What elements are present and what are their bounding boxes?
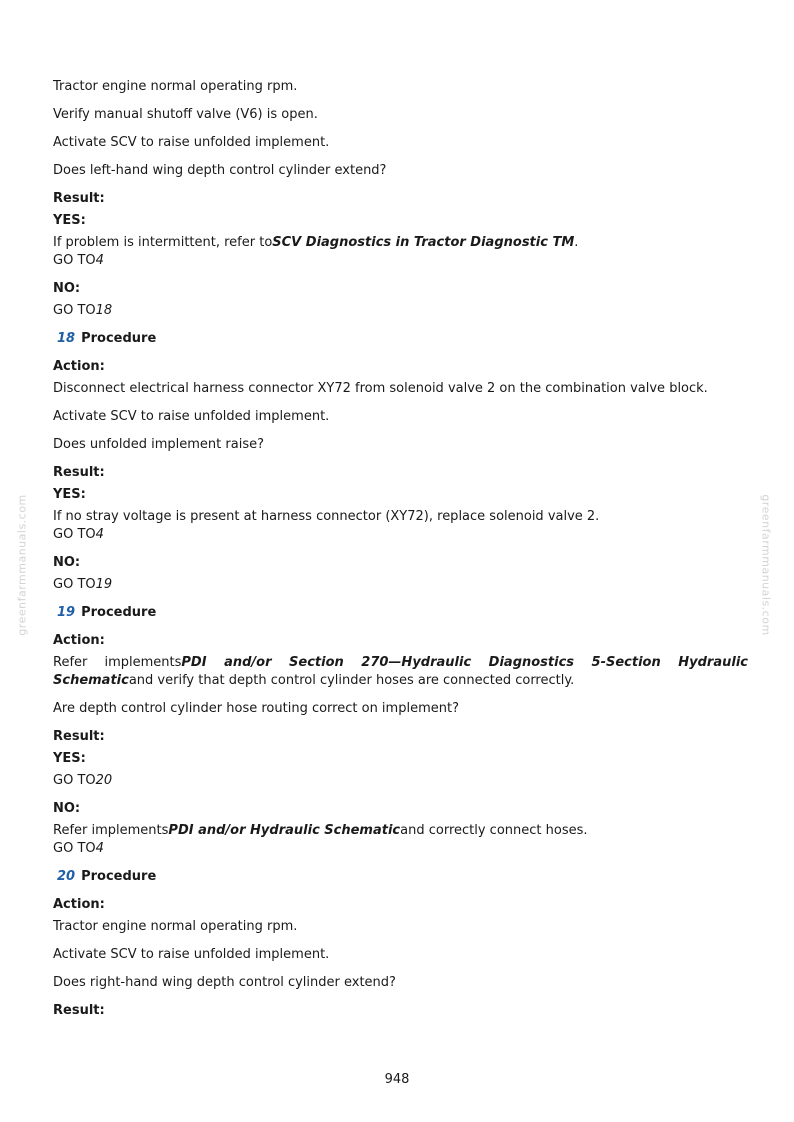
- action-line: Activate SCV to raise unfolded implement.: [53, 947, 330, 962]
- manual-content: [53, 78, 748, 1024]
- action-label: Action:: [53, 897, 105, 912]
- page-number: 948: [384, 1072, 410, 1087]
- question-line: Does right-hand wing depth control cylinder extend?: [53, 975, 396, 990]
- question-line: Are depth control cylinder hose routing correct on implement?: [53, 701, 459, 716]
- step-19-heading: [57, 604, 748, 622]
- step-20-heading: [57, 868, 748, 886]
- result-label: Result:: [53, 729, 105, 744]
- watermark-left: greenfarmmanuals.com: [15, 494, 29, 636]
- step-number: 19: [57, 605, 76, 620]
- goto-line: GO TO4: [53, 527, 104, 542]
- no-result: [53, 576, 748, 594]
- no-result: [53, 302, 748, 320]
- watermark-right: greenfarmmanuals.com: [759, 494, 773, 636]
- no-label: NO:: [53, 555, 81, 570]
- goto-line: GO TO19: [53, 577, 113, 592]
- goto-line: GO TO18: [53, 303, 113, 318]
- goto-line: GO TO20: [53, 773, 113, 788]
- goto-line: GO TO4: [53, 253, 104, 268]
- goto-link[interactable]: 4: [95, 253, 104, 268]
- reference-link[interactable]: PDI and/or Section 270—Hydraulic Diagnostics 5-Section Hydraulic Schematic: [53, 655, 748, 688]
- yes-result: [53, 234, 748, 270]
- goto-link[interactable]: 18: [95, 303, 113, 318]
- action-line: Verify manual shutoff valve (V6) is open.: [53, 107, 318, 122]
- goto-line: GO TO4: [53, 841, 104, 856]
- step-title: Procedure: [81, 869, 157, 884]
- step-18-heading: [57, 330, 748, 348]
- yes-label: YES:: [53, 487, 86, 502]
- result-label: Result:: [53, 191, 105, 206]
- action-line: Tractor engine normal operating rpm.: [53, 919, 298, 934]
- goto-link[interactable]: 19: [95, 577, 113, 592]
- action-label: Action:: [53, 633, 105, 648]
- no-label: NO:: [53, 281, 81, 296]
- no-text: Refer implementsPDI and/or Hydraulic Schematicand correctly connect hoses.: [53, 823, 588, 838]
- step-number: 18: [57, 331, 76, 346]
- result-label: Result:: [53, 465, 105, 480]
- step-title: Procedure: [81, 605, 157, 620]
- goto-link[interactable]: 4: [95, 841, 104, 856]
- reference-link[interactable]: PDI and/or Hydraulic Schematic: [168, 823, 401, 838]
- question-line: Does unfolded implement raise?: [53, 437, 264, 452]
- goto-link[interactable]: 20: [95, 773, 113, 788]
- yes-text: If problem is intermittent, refer toSCV Diagnostics in Tractor Diagnostic TM.: [53, 235, 579, 250]
- action-line: Refer implementsPDI and/or Section 270—Hydraulic Diagnostics 5-Section Hydraulic Schematicand verify that depth control cylinder hoses are connected correctly.: [53, 655, 748, 688]
- step-title: Procedure: [81, 331, 157, 346]
- goto-link[interactable]: 4: [95, 527, 104, 542]
- no-result: [53, 822, 748, 858]
- yes-label: YES:: [53, 213, 86, 228]
- no-label: NO:: [53, 801, 81, 816]
- action-line: Activate SCV to raise unfolded implement.: [53, 135, 330, 150]
- yes-result: [53, 508, 748, 544]
- yes-text: If no stray voltage is present at harness connector (XY72), replace solenoid valve 2.: [53, 509, 600, 524]
- reference-link[interactable]: SCV Diagnostics in Tractor Diagnostic TM: [272, 235, 575, 250]
- step-number: 20: [57, 869, 76, 884]
- action-line: Disconnect electrical harness connector XY72 from solenoid valve 2 on the combination valve block.: [53, 381, 708, 396]
- yes-result: [53, 772, 748, 790]
- yes-label: YES:: [53, 751, 86, 766]
- result-label: Result:: [53, 1003, 105, 1018]
- action-label: Action:: [53, 359, 105, 374]
- action-line: Tractor engine normal operating rpm.: [53, 79, 298, 94]
- action-line: Activate SCV to raise unfolded implement.: [53, 409, 330, 424]
- question-line: Does left-hand wing depth control cylinder extend?: [53, 163, 387, 178]
